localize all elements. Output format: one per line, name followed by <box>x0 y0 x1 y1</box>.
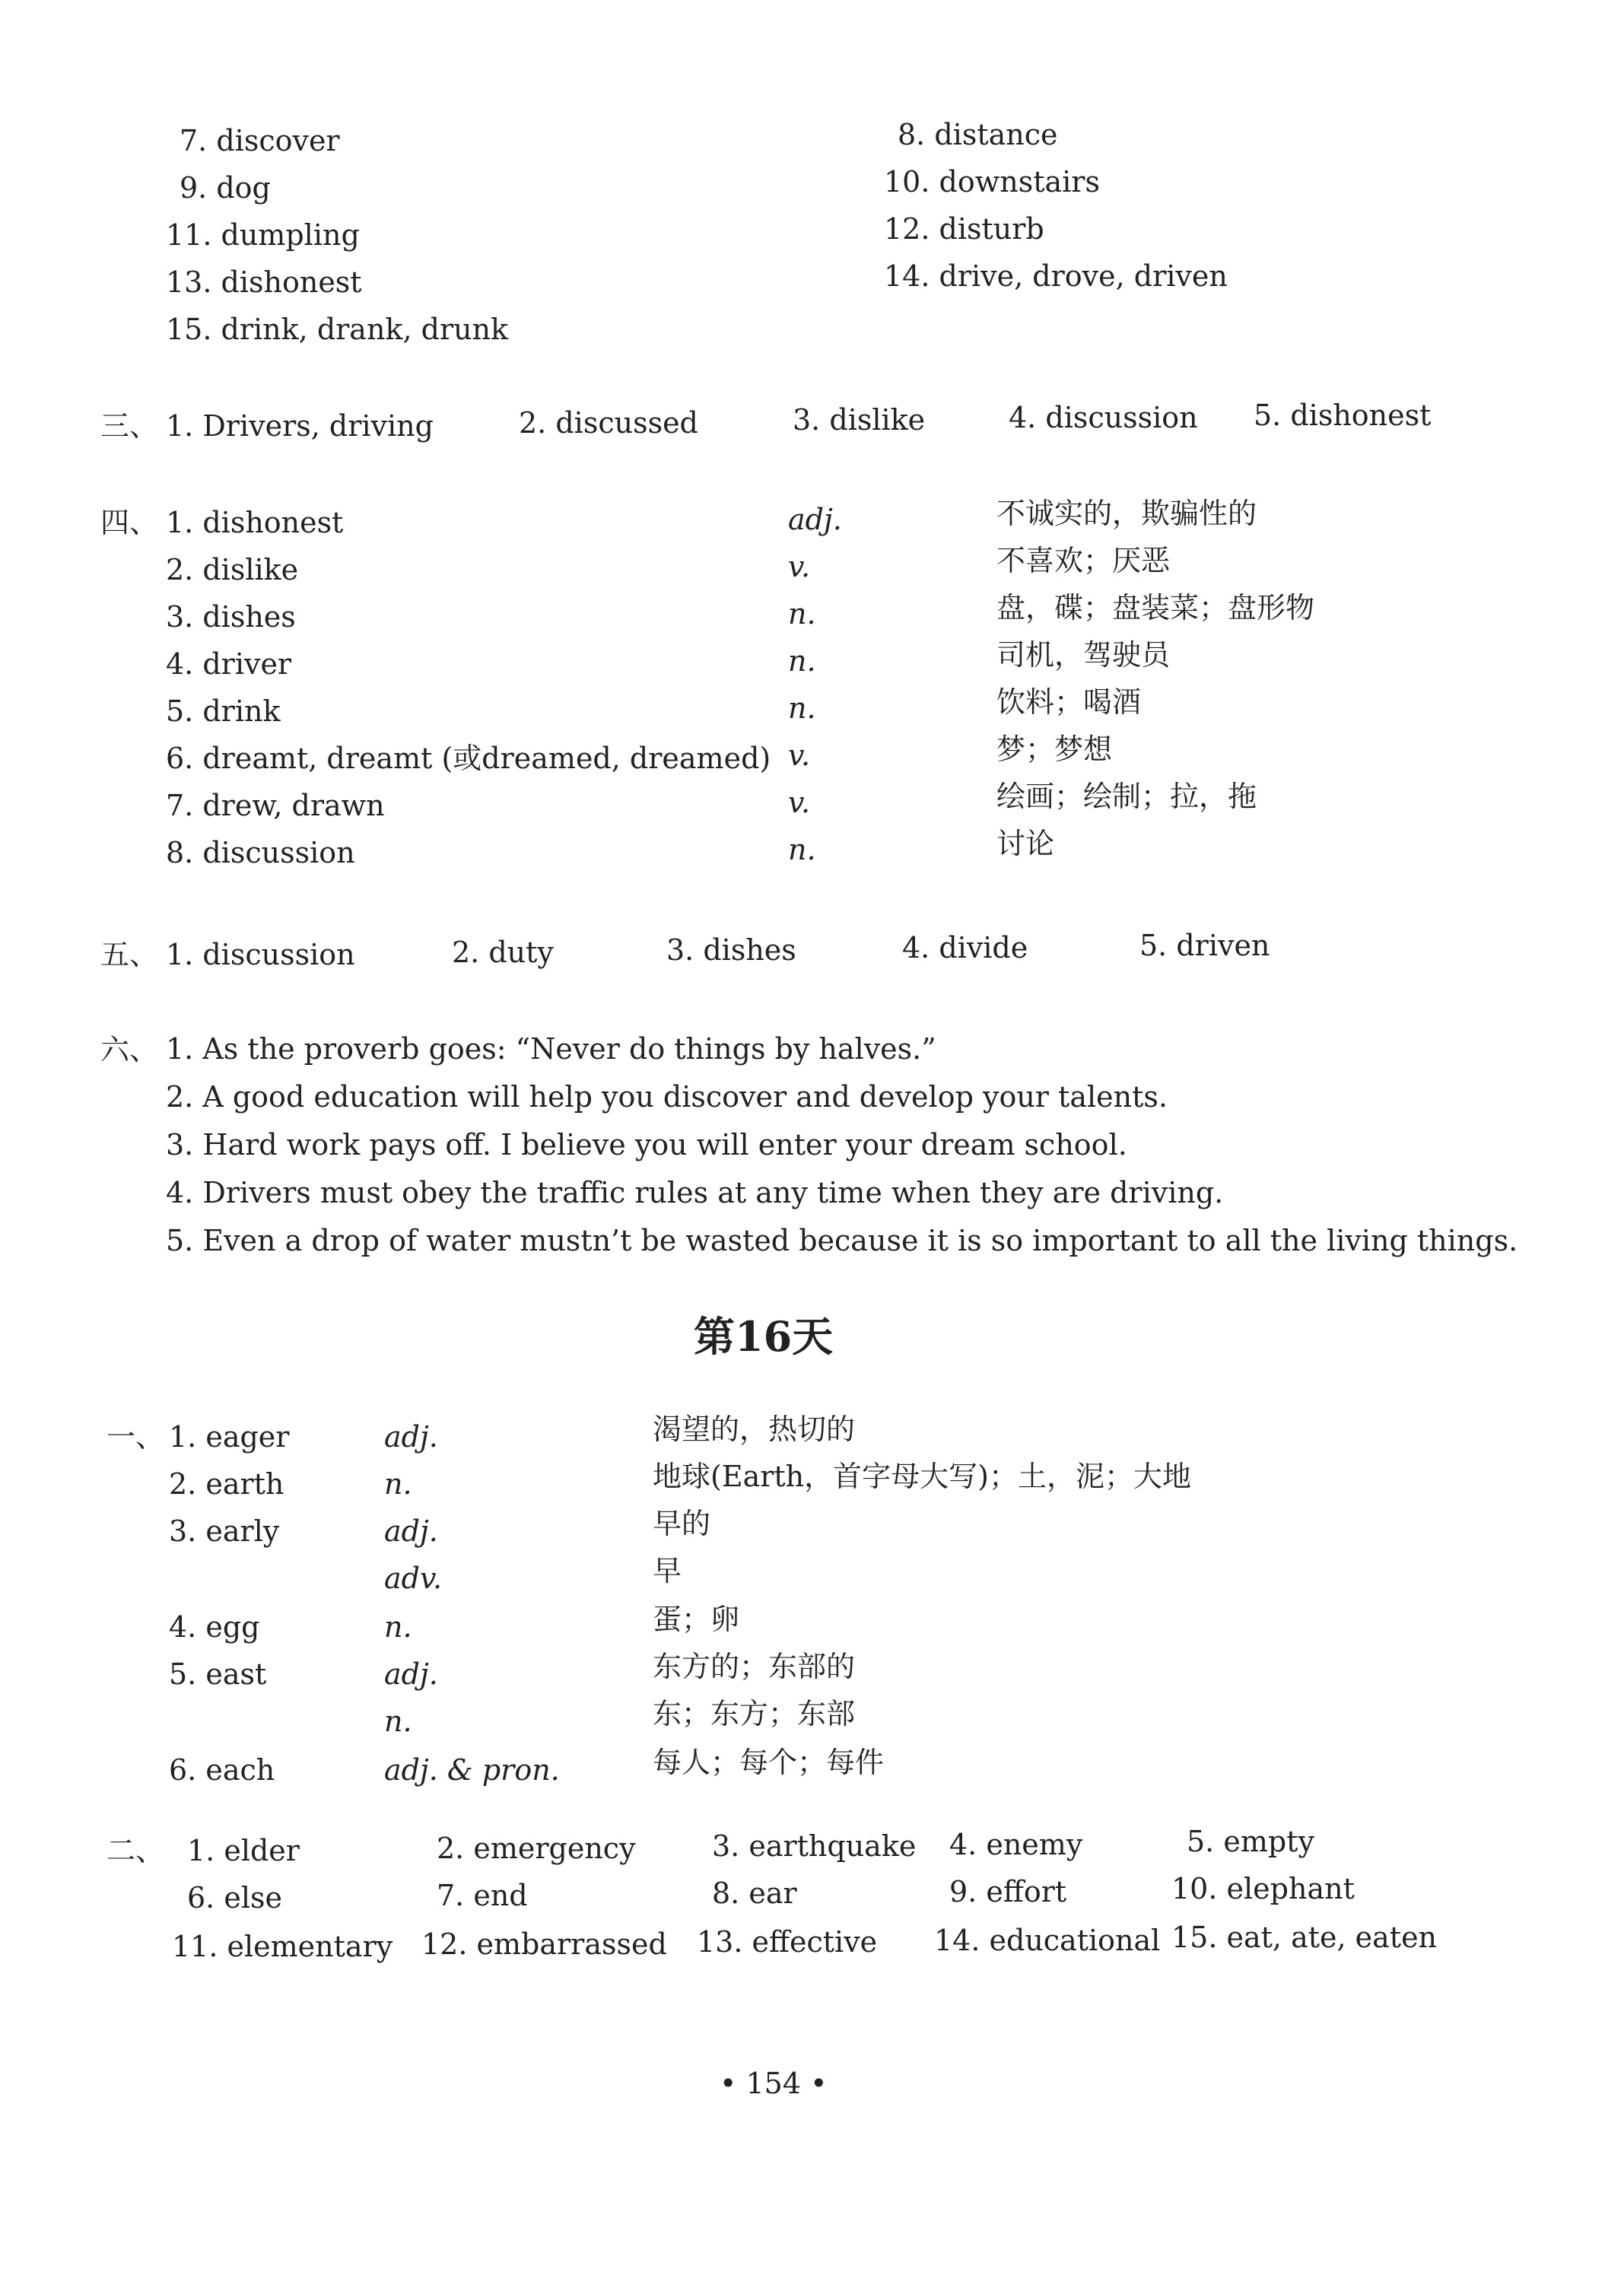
vocab-pos: v. <box>788 739 811 772</box>
section-marker: 六、 <box>100 1033 159 1066</box>
vocab-pos: n. <box>384 1467 412 1501</box>
answer-item: 7. end <box>437 1879 528 1912</box>
answer-item: 13. dishonest <box>166 265 362 299</box>
vocab-pos: adj. <box>384 1514 438 1548</box>
answer-item: 2. discussed <box>519 406 698 440</box>
answer-item: 8. ear <box>712 1877 797 1910</box>
vocab-word: 1. dishonest <box>166 506 344 539</box>
vocab-word: 6. each <box>169 1753 275 1787</box>
sentence: 2. A good education will help you discover and develop your talents. <box>166 1080 1168 1114</box>
vocab-pos: n. <box>788 644 816 678</box>
vocab-pos: adj. <box>384 1657 438 1691</box>
answer-item: 15. drink, drank, drunk <box>166 313 509 346</box>
vocab-meaning: 地球(Earth，首字母大写)；土，泥；大地 <box>653 1460 1191 1493</box>
section-marker: 三、 <box>100 409 159 443</box>
vocab-meaning: 早的 <box>653 1507 711 1540</box>
vocab-word: 7. drew, drawn <box>166 789 385 822</box>
vocab-meaning: 东；东方；东部 <box>653 1697 856 1730</box>
day-title: 第16天 <box>694 1312 834 1361</box>
vocab-pos: v. <box>788 786 811 819</box>
vocab-word: 5. east <box>169 1657 267 1691</box>
vocab-meaning: 绘画；绘制；拉，拖 <box>996 780 1257 813</box>
vocab-word: 8. discussion <box>166 836 355 869</box>
vocab-meaning: 东方的；东部的 <box>653 1650 856 1683</box>
sentence: 3. Hard work pays off. I believe you will enter your dream school. <box>166 1128 1127 1162</box>
vocab-meaning: 不诚实的，欺骗性的 <box>996 497 1257 530</box>
answer-item: 5. dishonest <box>1254 399 1432 432</box>
answer-item: 10. elephant <box>1171 1872 1355 1905</box>
answer-item: 4. discussion <box>1009 401 1198 434</box>
vocab-meaning: 渴望的，热切的 <box>653 1413 856 1446</box>
vocab-pos: adj. <box>788 503 842 536</box>
section-marker: 一、 <box>106 1420 165 1454</box>
vocab-pos: adj. <box>384 1420 438 1454</box>
vocab-meaning: 盘，碟；盘装菜；盘形物 <box>996 591 1315 624</box>
answer-item: 8. distance <box>898 118 1058 151</box>
answer-item: 6. else <box>187 1881 282 1915</box>
answer-item: 14. drive, drove, driven <box>884 259 1228 293</box>
answer-item: 3. dislike <box>793 403 926 437</box>
sentence: 4. Drivers must obey the traffic rules at any time when they are driving. <box>166 1176 1224 1209</box>
answer-item: 12. disturb <box>884 212 1044 246</box>
section-marker: 五、 <box>100 938 159 971</box>
vocab-meaning: 每人；每个；每件 <box>653 1746 885 1779</box>
answer-item: 3. dishes <box>666 933 796 967</box>
vocab-pos: v. <box>788 550 811 583</box>
vocab-meaning: 饮料；喝酒 <box>996 685 1142 719</box>
vocab-word: 4. driver <box>166 647 292 681</box>
answer-item: 3. earthquake <box>712 1829 917 1863</box>
answer-item: 5. empty <box>1187 1825 1314 1858</box>
vocab-word: 4. egg <box>169 1610 260 1644</box>
vocab-word: 5. drink <box>166 694 281 728</box>
answer-item: 2. emergency <box>437 1832 636 1865</box>
answer-item: 1. discussion <box>166 938 355 971</box>
answer-item: 9. dog <box>180 171 271 205</box>
answer-item: 14. educational <box>934 1924 1161 1957</box>
vocab-pos: n. <box>384 1705 412 1738</box>
vocab-meaning: 司机，驾驶员 <box>996 638 1171 672</box>
vocab-pos: adv. <box>384 1562 443 1595</box>
answer-item: 11. dumpling <box>166 218 360 252</box>
vocab-meaning: 蛋；卵 <box>653 1603 740 1636</box>
vocab-word: 1. eager <box>169 1420 290 1454</box>
sentence: 1. As the proverb goes: “Never do things by halves.” <box>166 1032 936 1066</box>
vocab-word: 3. early <box>169 1514 280 1548</box>
answer-item: 2. duty <box>452 936 554 969</box>
page-number: • 154 • <box>720 2067 828 2100</box>
section-marker: 二、 <box>106 1834 165 1867</box>
vocab-pos: n. <box>788 833 816 866</box>
answer-item: 4. divide <box>902 931 1028 964</box>
answer-item: 1. elder <box>187 1834 300 1867</box>
vocab-word: 3. dishes <box>166 600 296 634</box>
answer-item: 10. downstairs <box>884 165 1100 199</box>
vocab-pos: n. <box>384 1610 412 1644</box>
answer-item: 12. embarrassed <box>421 1927 667 1961</box>
vocab-pos: n. <box>788 597 816 631</box>
answer-item: 4. enemy <box>949 1828 1083 1861</box>
answer-item: 11. elementary <box>172 1930 393 1963</box>
vocab-meaning: 梦；梦想 <box>996 732 1113 766</box>
vocab-pos: adj. & pron. <box>384 1753 560 1787</box>
vocab-word: 6. dreamt, dreamt (或dreamed, dreamed) <box>166 742 771 775</box>
vocab-meaning: 不喜欢；厌恶 <box>996 544 1171 577</box>
vocab-word: 2. dislike <box>166 553 299 586</box>
section-marker: 四、 <box>100 506 159 539</box>
answer-item: 5. driven <box>1139 929 1270 962</box>
answer-item: 9. effort <box>949 1875 1067 1908</box>
answer-item: 7. discover <box>180 124 340 157</box>
vocab-meaning: 早 <box>653 1554 682 1587</box>
answer-item: 13. effective <box>697 1925 878 1959</box>
answer-item: 15. eat, ate, eaten <box>1171 1921 1438 1954</box>
vocab-pos: n. <box>788 691 816 725</box>
sentence: 5. Even a drop of water mustn’t be wasted because it is so important to all the living things. <box>166 1224 1518 1257</box>
answer-item: 1. Drivers, driving <box>166 409 434 443</box>
vocab-word: 2. earth <box>169 1467 284 1501</box>
vocab-meaning: 讨论 <box>996 827 1055 860</box>
